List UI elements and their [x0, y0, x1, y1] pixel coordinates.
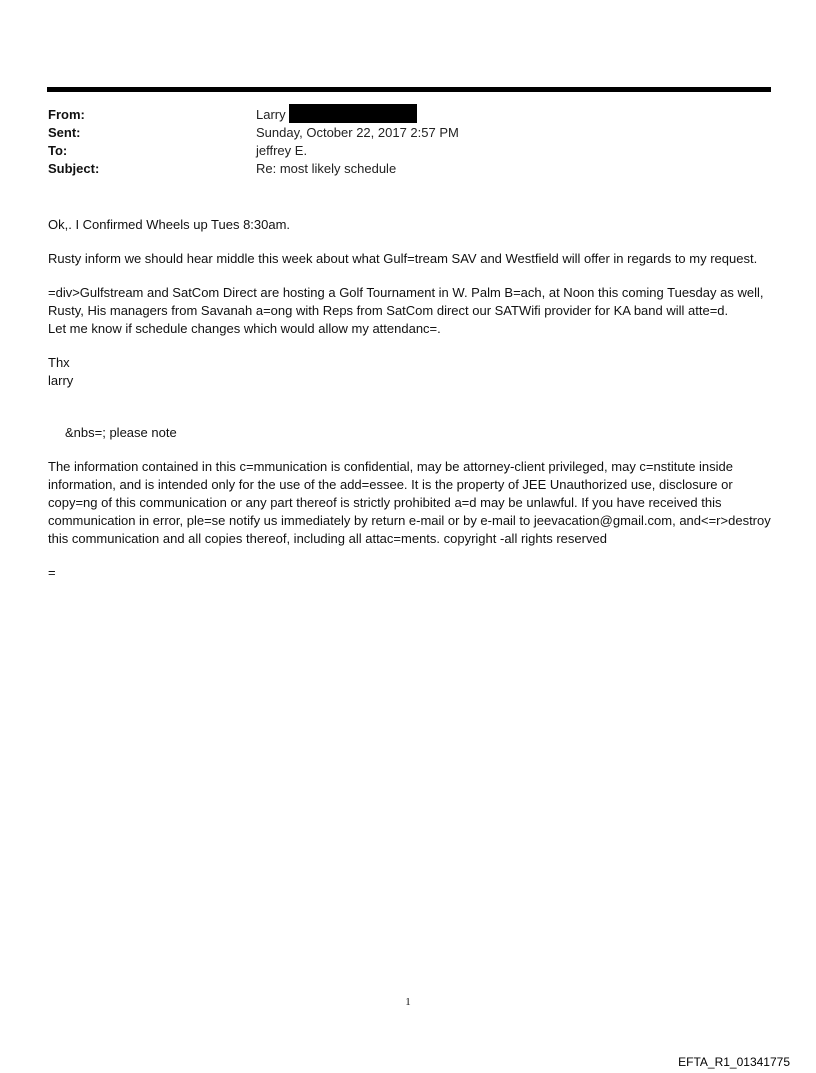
- closing-thx: Thx: [48, 355, 70, 370]
- to-row: [48, 142, 768, 160]
- body-paragraph-1: Ok,. I Confirmed Wheels up Tues 8:30am.: [48, 217, 291, 232]
- subject-label: Subject:: [48, 161, 100, 176]
- to-label: To:: [48, 143, 68, 158]
- sent-label: Sent:: [48, 125, 81, 140]
- from-name: Larry: [256, 107, 286, 122]
- body-paragraph-4: Let me know if schedule changes which would allow my attendanc=.: [48, 321, 441, 336]
- trailer-mark: =: [48, 565, 56, 580]
- from-value: [256, 106, 417, 124]
- disclaimer: The information contained in this c=mmunication is confidential, may be attorney-client privileged, may c=nstitute inside information, and is intended only for the use of the add=essee. It is the property of JEE Unauthorized use, disclosure or copy=ng of this communication or any part thereof is strictly prohibited a=d may be unlawful. If you have received this communication in error, ple=se notify us immediately by return e-mail or by e-mail to jeevacation@gmail.com, and<=r>destroy this communication and all copies thereof, including all attac=ments. copyright -all rights reserved: [48, 459, 771, 546]
- email-header: [48, 106, 768, 178]
- body-paragraph-3: =div>Gulfstream and SatCom Direct are hosting a Golf Tournament in W. Palm B=ach, at Noon this coming Tuesday as well, Rusty, His managers from Savanah a=ong with Reps from SatCom direct our SATWifi provider for KA band will atte=d.: [48, 285, 764, 318]
- document-id: EFTA_R1_01341775: [678, 1055, 790, 1069]
- please-note: &nbs=; please note: [65, 425, 177, 440]
- header-rule: [47, 87, 771, 92]
- from-label: From:: [48, 107, 85, 122]
- email-body: [48, 216, 772, 582]
- subject-row: [48, 160, 768, 178]
- sent-row: [48, 124, 768, 142]
- body-paragraph-2: Rusty inform we should hear middle this week about what Gulf=tream SAV and Westfield will offer in regards to my request.: [48, 251, 758, 266]
- sent-value: Sunday, October 22, 2017 2:57 PM: [256, 125, 459, 140]
- to-value: jeffrey E.: [256, 143, 308, 158]
- subject-value: Re: most likely schedule: [256, 161, 397, 176]
- redaction-box: [289, 104, 417, 123]
- signature: larry: [48, 373, 74, 388]
- page-number: 1: [405, 996, 411, 1008]
- from-row: [48, 106, 768, 124]
